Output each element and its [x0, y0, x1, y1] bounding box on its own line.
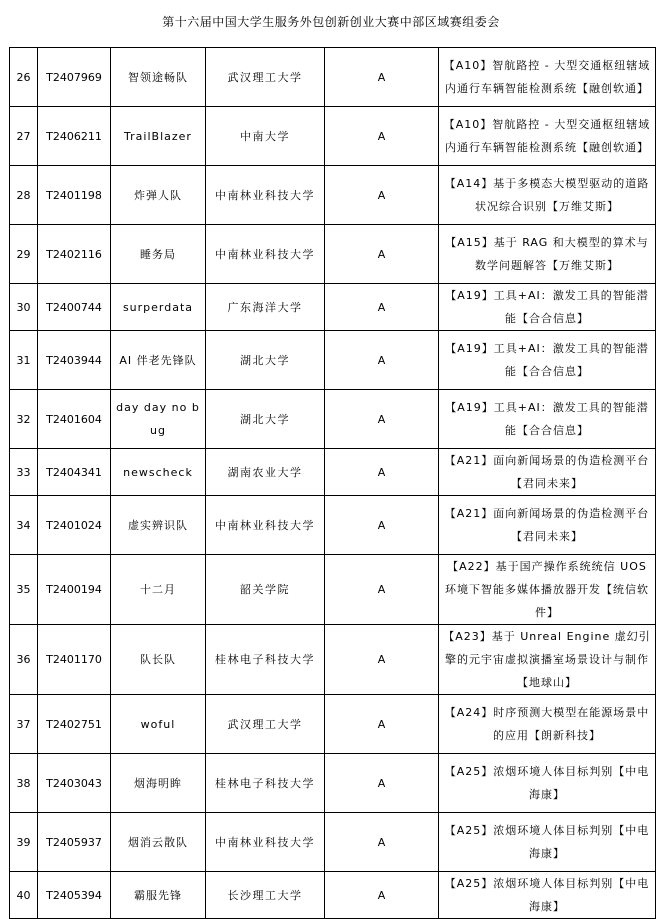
school-name: 中南大学 — [206, 107, 325, 166]
school-name: 武汉理工大学 — [206, 695, 325, 754]
topic: 【A22】基于国产操作系统统信 UOS 环境下智能多媒体播放器开发【统信软件】 — [439, 555, 656, 625]
row-number: 29 — [10, 225, 38, 284]
row-number: 37 — [10, 695, 38, 754]
grade: A — [325, 555, 439, 625]
school-name: 桂林电子科技大学 — [206, 625, 325, 695]
table-row — [10, 754, 656, 813]
team-id: T2403043 — [38, 754, 111, 813]
row-number: 40 — [10, 872, 38, 919]
team-name: 霸服先锋 — [111, 872, 206, 919]
team-name: 队长队 — [111, 625, 206, 695]
topic: 【A15】基于 RAG 和大模型的算术与数学问题解答【万维艾斯】 — [439, 225, 656, 284]
school-name: 湖南农业大学 — [206, 449, 325, 496]
page-header: 第十六届中国大学生服务外包创新创业大赛中部区域赛组委会 — [162, 15, 500, 29]
row-number: 34 — [10, 496, 38, 555]
grade: A — [325, 107, 439, 166]
row-number: 38 — [10, 754, 38, 813]
team-name: 烟消云散队 — [111, 813, 206, 872]
topic: 【A25】浓烟环境人体目标判别【中电海康】 — [439, 872, 656, 919]
school-name: 中南林业科技大学 — [206, 496, 325, 555]
table-row — [10, 695, 656, 754]
table-row — [10, 449, 656, 496]
topic: 【A25】浓烟环境人体目标判别【中电海康】 — [439, 754, 656, 813]
row-number: 30 — [10, 284, 38, 331]
school-name: 武汉理工大学 — [206, 48, 325, 107]
table-row — [10, 555, 656, 625]
row-number: 31 — [10, 331, 38, 390]
team-id: T2401604 — [38, 390, 111, 449]
row-number: 32 — [10, 390, 38, 449]
team-id: T2404341 — [38, 449, 111, 496]
school-name: 中南林业科技大学 — [206, 166, 325, 225]
table-row — [10, 496, 656, 555]
topic: 【A19】工具+AI：激发工具的智能潜能【合合信息】 — [439, 331, 656, 390]
team-id: T2407969 — [38, 48, 111, 107]
topic: 【A25】浓烟环境人体目标判别【中电海康】 — [439, 813, 656, 872]
grade: A — [325, 225, 439, 284]
team-id: T2403944 — [38, 331, 111, 390]
grade: A — [325, 166, 439, 225]
school-name: 长沙理工大学 — [206, 872, 325, 919]
topic: 【A21】面向新闻场景的伪造检测平台【君同未来】 — [439, 496, 656, 555]
grade: A — [325, 813, 439, 872]
table-row — [10, 390, 656, 449]
school-name: 韶关学院 — [206, 555, 325, 625]
grade: A — [325, 872, 439, 919]
topic: 【A19】工具+AI：激发工具的智能潜能【合合信息】 — [439, 390, 656, 449]
team-id: T2405394 — [38, 872, 111, 919]
team-name: AI 伴老先锋队 — [111, 331, 206, 390]
row-number: 39 — [10, 813, 38, 872]
topic: 【A21】面向新闻场景的伪造检测平台【君同未来】 — [439, 449, 656, 496]
grade: A — [325, 331, 439, 390]
table-row — [10, 166, 656, 225]
grade: A — [325, 390, 439, 449]
row-number: 35 — [10, 555, 38, 625]
topic: 【A10】智航路控 - 大型交通枢纽辖域内通行车辆智能检测系统【融创软通】 — [439, 107, 656, 166]
team-id: T2400744 — [38, 284, 111, 331]
row-number: 36 — [10, 625, 38, 695]
topic: 【A10】智航路控 - 大型交通枢纽辖域内通行车辆智能检测系统【融创软通】 — [439, 48, 656, 107]
row-number: 27 — [10, 107, 38, 166]
table-row — [10, 107, 656, 166]
table-row — [10, 284, 656, 331]
table-row — [10, 48, 656, 107]
team-name: 烟海明眸 — [111, 754, 206, 813]
school-name: 中南林业科技大学 — [206, 225, 325, 284]
team-id: T2401170 — [38, 625, 111, 695]
row-number: 28 — [10, 166, 38, 225]
topic: 【A14】基于多模态大模型驱动的道路状况综合识别【万维艾斯】 — [439, 166, 656, 225]
team-name: TrailBlazer — [111, 107, 206, 166]
grade: A — [325, 695, 439, 754]
table-row — [10, 625, 656, 695]
school-name: 桂林电子科技大学 — [206, 754, 325, 813]
team-id: T2400194 — [38, 555, 111, 625]
team-name: 睡务局 — [111, 225, 206, 284]
school-name: 中南林业科技大学 — [206, 813, 325, 872]
team-name: woful — [111, 695, 206, 754]
team-id: T2402116 — [38, 225, 111, 284]
team-name: 智领途畅队 — [111, 48, 206, 107]
team-name: newscheck — [111, 449, 206, 496]
team-name: surperdata — [111, 284, 206, 331]
grade: A — [325, 496, 439, 555]
team-id: T2406211 — [38, 107, 111, 166]
grade: A — [325, 754, 439, 813]
school-name: 湖北大学 — [206, 390, 325, 449]
team-name: 虚实辨识队 — [111, 496, 206, 555]
team-name: 十二月 — [111, 555, 206, 625]
table-row — [10, 872, 656, 919]
team-id: T2405937 — [38, 813, 111, 872]
table-row — [10, 225, 656, 284]
grade: A — [325, 625, 439, 695]
row-number: 33 — [10, 449, 38, 496]
topic: 【A19】工具+AI：激发工具的智能潜能【合合信息】 — [439, 284, 656, 331]
topic: 【A24】时序预测大模型在能源场景中的应用【朗新科技】 — [439, 695, 656, 754]
team-name: 炸弹人队 — [111, 166, 206, 225]
row-number: 26 — [10, 48, 38, 107]
team-name: day day no bug — [111, 390, 206, 449]
team-id: T2401198 — [38, 166, 111, 225]
school-name: 广东海洋大学 — [206, 284, 325, 331]
grade: A — [325, 48, 439, 107]
grade: A — [325, 284, 439, 331]
grade: A — [325, 449, 439, 496]
table-row — [10, 813, 656, 872]
results-table — [9, 47, 656, 919]
team-id: T2401024 — [38, 496, 111, 555]
topic: 【A23】基于 Unreal Engine 虚幻引擎的元宇宙虚拟演播室场景设计与制作【地球山】 — [439, 625, 656, 695]
table-row — [10, 331, 656, 390]
team-id: T2402751 — [38, 695, 111, 754]
school-name: 湖北大学 — [206, 331, 325, 390]
